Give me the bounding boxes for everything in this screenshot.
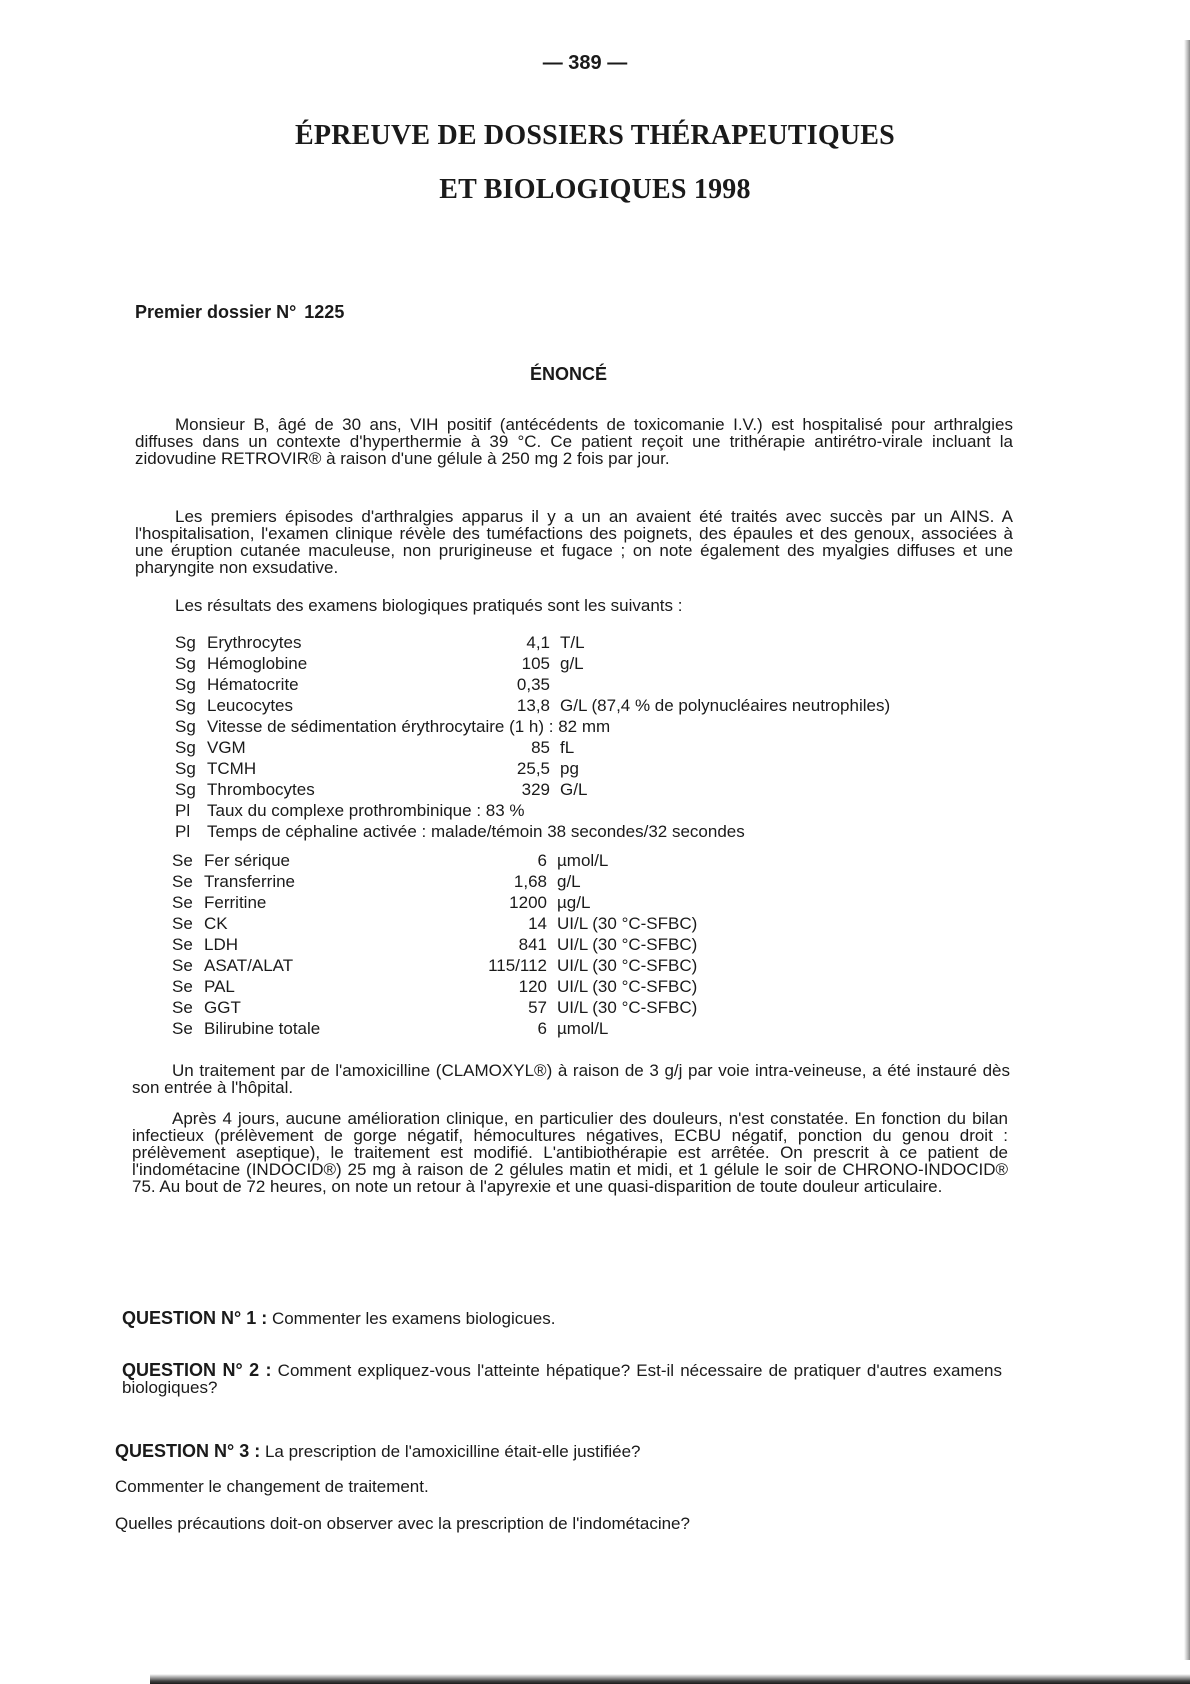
lab-test-name: ASAT/ALAT [204,956,294,975]
lab-row [172,1018,697,1039]
lab-prefix: Sg [175,654,196,673]
lab-test-name: GGT [204,998,241,1017]
paragraph-patient-history: Monsieur B, âgé de 30 ans, VIH positif (antécédents de toxicomanie I.V.) est hospitalisé pour arthralgies diffuses dans un contexte d'hyperthermie à 39 °C. Ce patient reçoit une trithérapie antirétro-virale incluant la zidovudine RETROVIR® à raison d'une gélule à 250 mg 2 fois par jour. [135,415,1013,468]
lab-row [172,934,697,955]
page-number: — 389 — [542,52,628,74]
lab-results-blood [175,632,890,842]
question-2-text: Comment expliquez-vous l'atteinte hépatique? Est-il nécessaire de pratiquer d'autres examens biologiques? [122,1361,1002,1397]
question-1-label: QUESTION N° 1 : [122,1308,268,1328]
lab-unit: G/L [560,780,588,799]
question-3-line-2: Commenter le changement de traitement. [115,1477,429,1496]
question-3-label: QUESTION N° 3 : [115,1441,261,1461]
lab-row [172,892,697,913]
lab-test-name: Erythrocytes [207,633,302,652]
lab-test-name: Thrombocytes [207,780,315,799]
lab-row [175,758,890,779]
paragraph-treatment: Un traitement par de l'amoxicilline (CLAMOXYL®) à raison de 3 g/j par voie intra-veineuse, a été instauré dès son entrée à l'hôpital. [132,1061,1010,1097]
lab-test-name: LDH [204,935,239,954]
scan-shadow-bottom [150,1674,1190,1684]
question-3 [115,1443,995,1460]
lab-prefix: Se [172,956,193,975]
lab-unit: µg/L [557,893,591,912]
lab-test-name: Bilirubine totale [204,1019,321,1038]
lab-prefix: Sg [175,738,196,757]
lab-prefix: Sg [175,675,196,694]
lab-full-line: Taux du complexe prothrombinique : 83 % [207,801,525,820]
lab-row [175,674,890,695]
lab-value: 14 [528,914,547,933]
lab-value: 25,5 [516,759,550,778]
lab-unit: µmol/L [557,851,609,870]
paragraph-clinical-exam: Les premiers épisodes d'arthralgies apparus il y a un an avaient été traités avec succès par un AINS. A l'hospitalisation, l'examen clinique révèle des tuméfactions des poignets, des épaules et des genoux, associées à une éruption cutanée maculeuse, non prurigineuse et fugace ; on note également des myalgies diffuses et une pharyngite non exsudative. [135,507,1013,577]
lab-prefix: Sg [175,696,196,715]
lab-test-name: TCMH [207,759,257,778]
lab-row [172,997,697,1018]
lab-prefix: Se [172,977,193,996]
lab-row [175,716,890,737]
lab-prefix: Se [172,1019,193,1038]
lab-prefix: Se [172,935,193,954]
lab-value: 120 [518,977,547,996]
lab-unit: UI/L (30 °C-SFBC) [557,998,698,1017]
lab-test-name: Fer sérique [204,851,290,870]
lab-test-name: VGM [207,738,246,757]
lab-row [172,850,697,871]
lab-row [172,913,697,934]
lab-value: 329 [521,780,550,799]
lab-prefix: Se [172,872,193,891]
lab-row [175,695,890,716]
scan-shadow-right [1184,40,1190,1660]
lab-unit: T/L [560,633,585,652]
lab-unit: UI/L (30 °C-SFBC) [557,914,698,933]
lab-value: 841 [518,935,547,954]
lab-test-name: Hématocrite [207,675,299,694]
lab-row [175,653,890,674]
lab-unit: fL [560,738,575,757]
paragraph-results-intro: Les résultats des examens biologiques pratiqués sont les suivants : [175,596,683,615]
enonce-heading: ÉNONCÉ [530,364,608,384]
lab-value: 6 [537,851,547,870]
lab-row [175,821,890,842]
lab-value: 115/112 [488,956,547,975]
lab-unit: pg [560,759,579,778]
lab-prefix: Sg [175,780,196,799]
paragraph-treatment-change: Après 4 jours, aucune amélioration clinique, en particulier des douleurs, n'est constatée. En fonction du bilan infectieux (prélèvement de gorge négatif, hémocultures négatives, ECBU négatif, ponction du genou droit : prélèvement aseptique), le traitement est modifié. L'antibiothérapie est arrêtée. On prescrit à ce patient de l'indométacine (INDOCID®) 25 mg à raison de 2 gélules matin et midi, et 1 gélule le soir de CHRONO-INDOCID® 75. Au bout de 72 heures, on note un retour à l'apyrexie et une quasi-disparition de toute douleur articulaire. [132,1109,1008,1196]
lab-prefix: Pl [175,801,191,820]
lab-prefix: Pl [175,822,191,841]
lab-test-name: CK [204,914,228,933]
lab-prefix: Sg [175,717,196,736]
lab-value: 4,1 [526,633,550,652]
lab-unit [560,674,890,695]
lab-test-name: PAL [204,977,235,996]
lab-row [172,976,697,997]
lab-unit: G/L (87,4 % de polynucléaires neutrophiles) [560,696,891,715]
lab-value: 0,35 [516,675,550,694]
lab-unit: g/L [560,654,584,673]
lab-value: 105 [521,654,550,673]
lab-unit: UI/L (30 °C-SFBC) [557,977,698,996]
dossier-label: Premier dossier N° [135,302,297,322]
question-3-line-3: Quelles précautions doit-on observer avec la prescription de l'indométacine? [115,1514,690,1533]
lab-full-line: Temps de céphaline activée : malade/témoin 38 secondes/32 secondes [207,822,745,841]
lab-prefix: Se [172,998,193,1017]
lab-test-name: Hémoglobine [207,654,308,673]
lab-unit: g/L [557,872,581,891]
lab-test-name: Ferritine [204,893,267,912]
lab-value: 1,68 [513,872,547,891]
lab-full-line: Vitesse de sédimentation érythrocytaire (1 h) : 82 mm [207,717,611,736]
lab-test-name: Transferrine [204,872,296,891]
lab-unit: UI/L (30 °C-SFBC) [557,935,698,954]
lab-prefix: Se [172,914,193,933]
lab-value: 1200 [509,893,547,912]
title-line-2: ET BIOLOGIQUES 1998 [439,174,751,205]
lab-row [172,871,697,892]
lab-unit: µmol/L [557,1019,609,1038]
lab-row [175,800,890,821]
lab-row [175,632,890,653]
lab-value: 6 [537,1019,547,1038]
lab-test-name: Leucocytes [207,696,293,715]
lab-value: 57 [528,998,547,1017]
lab-prefix: Se [172,893,193,912]
dossier-number: 1225 [304,302,345,322]
question-1 [122,1310,1002,1327]
lab-value: 13,8 [516,696,550,715]
question-2-label: QUESTION N° 2 : [122,1360,272,1380]
lab-row [175,737,890,758]
question-2 [122,1362,1002,1396]
title-line-1: ÉPREUVE DE DOSSIERS THÉRAPEUTIQUES [295,120,895,151]
lab-prefix: Sg [175,633,196,652]
lab-row [175,779,890,800]
dossier-heading [135,302,344,323]
lab-row [172,955,697,976]
lab-value: 85 [531,738,550,757]
lab-unit: UI/L (30 °C-SFBC) [557,956,698,975]
lab-prefix: Se [172,851,193,870]
question-1-text: Commenter les examens biologicues. [271,1309,556,1328]
lab-prefix: Sg [175,759,196,778]
lab-results-serum [172,850,697,1039]
question-3-text: La prescription de l'amoxicilline était-elle justifiée? [264,1442,641,1461]
